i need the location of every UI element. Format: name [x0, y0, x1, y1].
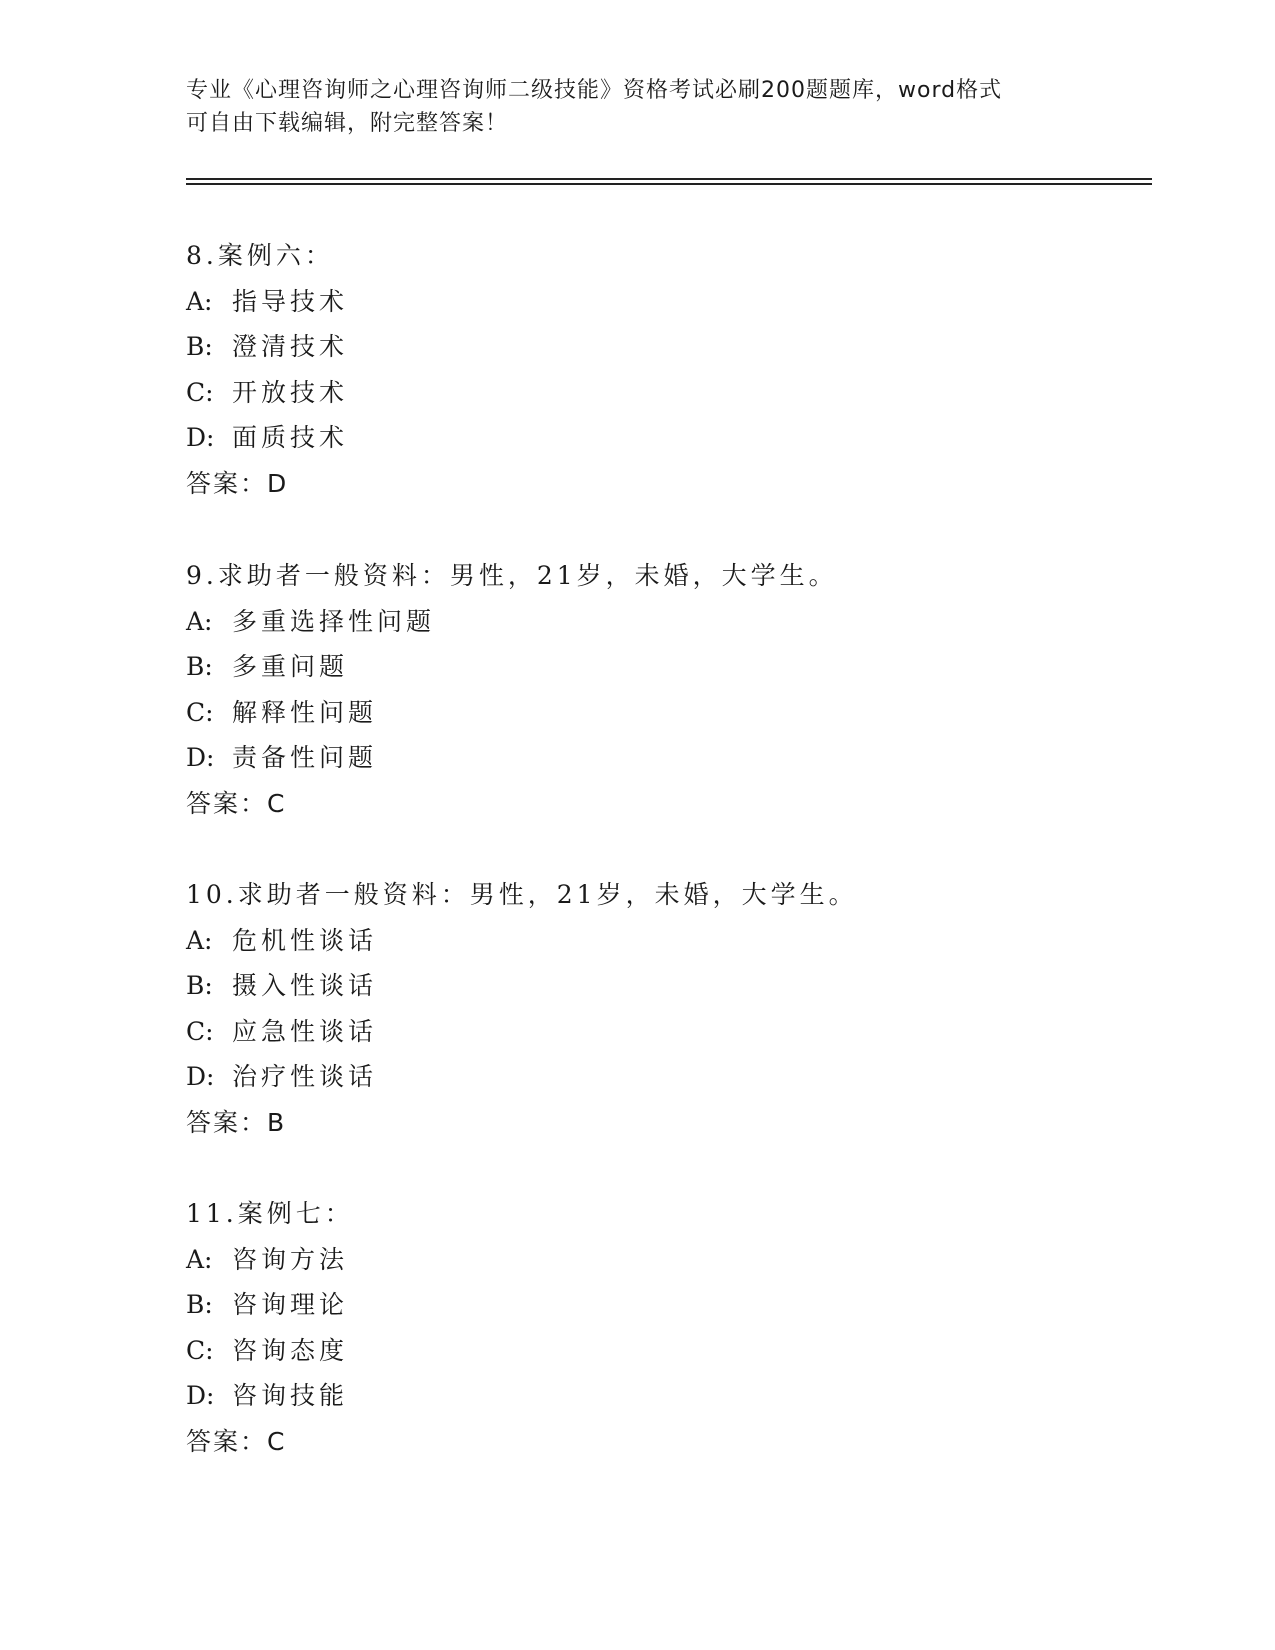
option-c [186, 1328, 1126, 1374]
option-d [186, 735, 1126, 781]
option-letter: B: [186, 971, 213, 1000]
option-d [186, 1054, 1126, 1100]
header-line-2: 可自由下载编辑，附完整答案！ [186, 111, 509, 136]
answer-line: 答案：C [186, 1426, 287, 1456]
option-letter: A: [186, 286, 213, 316]
question-title: 11.案例七： [186, 1199, 354, 1228]
option-text: 危机性谈话 [232, 925, 378, 955]
option-text: 指导技术 [232, 286, 349, 316]
option-letter: B: [186, 1290, 213, 1319]
option-letter: C: [186, 697, 214, 727]
option-c [186, 690, 1126, 736]
option-text: 应急性谈话 [232, 1016, 378, 1046]
header-line-1: 专业《心理咨询师之心理咨询师二级技能》资格考试必刷200题题库，word格式 [186, 78, 1003, 103]
option-letter: C: [186, 377, 214, 407]
answer-line: 答案：B [186, 1107, 287, 1137]
option-text: 咨询理论 [232, 1290, 349, 1319]
option-d [186, 415, 1126, 461]
option-letter: C: [186, 1335, 214, 1365]
document-header [186, 74, 1066, 140]
option-text: 开放技术 [232, 377, 349, 407]
option-a [186, 918, 1126, 964]
option-letter: C: [186, 1016, 214, 1046]
option-d [186, 1373, 1126, 1419]
option-c [186, 1009, 1126, 1055]
option-text: 摄入性谈话 [232, 971, 378, 1000]
option-a [186, 1237, 1126, 1283]
header-divider-bottom [186, 183, 1152, 185]
question-title: 9.求助者一般资料：男性，21岁，未婚，大学生。 [186, 561, 838, 590]
option-b [186, 963, 1126, 1009]
option-text: 责备性问题 [232, 743, 378, 772]
option-text: 多重选择性问题 [232, 606, 436, 636]
option-letter: A: [186, 1244, 213, 1274]
option-text: 澄清技术 [232, 332, 349, 361]
option-b [186, 324, 1126, 370]
option-letter: A: [186, 925, 213, 955]
option-b [186, 1282, 1126, 1328]
option-text: 面质技术 [232, 423, 349, 452]
question-title: 10.求助者一般资料：男性，21岁，未婚，大学生。 [186, 880, 858, 909]
option-letter: D: [186, 743, 215, 772]
option-a [186, 599, 1126, 645]
question-8 [186, 233, 1126, 506]
option-text: 咨询方法 [232, 1244, 349, 1274]
option-a [186, 279, 1126, 325]
option-b [186, 644, 1126, 690]
answer-line: 答案：D [186, 468, 289, 498]
option-text: 解释性问题 [232, 697, 378, 727]
option-text: 治疗性谈话 [232, 1062, 378, 1091]
option-text: 咨询态度 [232, 1335, 349, 1365]
option-letter: A: [186, 606, 213, 636]
question-10 [186, 872, 1126, 1145]
question-title: 8.案例六： [186, 241, 334, 270]
option-letter: D: [186, 1062, 215, 1091]
answer-line: 答案：C [186, 788, 287, 818]
option-c [186, 370, 1126, 416]
option-letter: D: [186, 1381, 215, 1410]
header-divider-top [186, 178, 1152, 180]
question-9 [186, 553, 1126, 826]
option-text: 咨询技能 [232, 1381, 349, 1410]
question-11 [186, 1191, 1126, 1464]
option-text: 多重问题 [232, 652, 349, 681]
option-letter: D: [186, 423, 215, 452]
option-letter: B: [186, 332, 213, 361]
option-letter: B: [186, 652, 213, 681]
